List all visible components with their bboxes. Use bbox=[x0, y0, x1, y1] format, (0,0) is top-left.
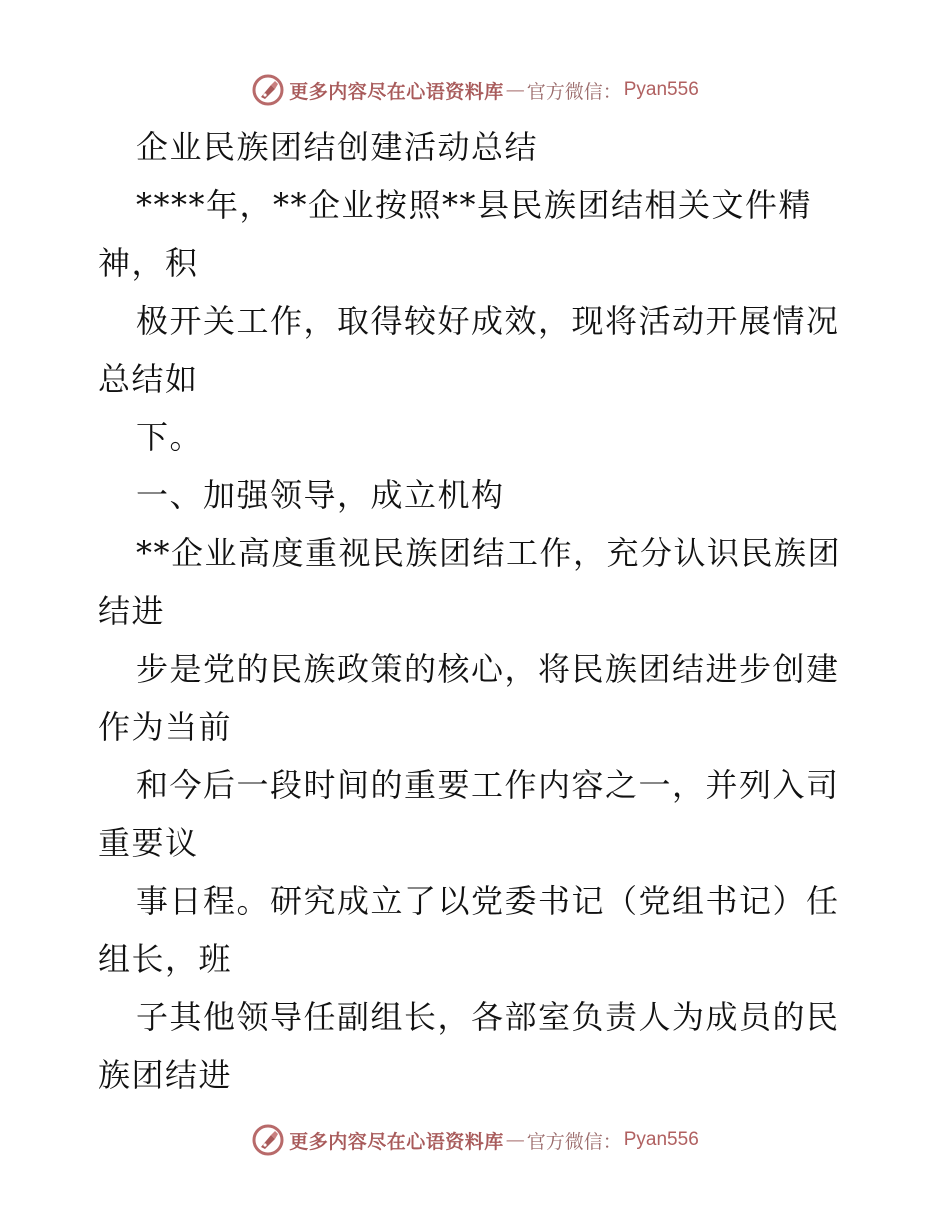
doc-line: 下。 bbox=[136, 418, 204, 456]
doc-line: 极开关工作，取得较好成效，现将活动开展情况 bbox=[136, 302, 840, 340]
doc-line-heading: 一、加强领导，成立机构 bbox=[136, 476, 505, 514]
watermark-brand-text: 更多内容尽在心语资料库 bbox=[289, 80, 504, 103]
footer-watermark bbox=[0, 1120, 950, 1160]
watermark-brand-text: 更多内容尽在心语资料库 bbox=[289, 1130, 504, 1153]
watermark-wechat-id: Pyan556 bbox=[623, 1129, 699, 1150]
doc-line: **企业高度重视民族团结工作，充分认识民族团 bbox=[136, 534, 842, 572]
doc-line: 神，积 bbox=[98, 244, 199, 282]
doc-line: 结进 bbox=[98, 592, 166, 630]
watermark-wechat-label: 官方微信： bbox=[526, 1130, 622, 1153]
doc-line: 步是党的民族政策的核心，将民族团结进步创建 bbox=[136, 650, 840, 688]
document-body bbox=[98, 118, 858, 1104]
watermark-wechat-label: 官方微信： bbox=[526, 80, 622, 103]
doc-line: 总结如 bbox=[98, 360, 199, 398]
doc-line: 和今后一段时间的重要工作内容之一，并列入司 bbox=[136, 766, 840, 804]
doc-line-title: 企业民族团结创建活动总结 bbox=[136, 128, 539, 166]
fountain-pen-logo-icon bbox=[251, 73, 285, 107]
doc-line: 作为当前 bbox=[98, 708, 233, 746]
watermark-dash: — bbox=[505, 79, 525, 101]
doc-line: ****年，**企业按照**县民族团结相关文件精 bbox=[136, 186, 813, 224]
fountain-pen-logo-icon bbox=[251, 1123, 285, 1157]
watermark-wechat-id: Pyan556 bbox=[623, 79, 699, 100]
doc-line: 子其他领导任副组长，各部室负责人为成员的民 bbox=[136, 998, 840, 1036]
watermark-dash: — bbox=[505, 1129, 525, 1151]
doc-line: 族团结进 bbox=[98, 1056, 233, 1094]
doc-line: 事日程。研究成立了以党委书记（党组书记）任 bbox=[136, 882, 840, 920]
doc-line: 重要议 bbox=[98, 824, 199, 862]
doc-line: 组长，班 bbox=[98, 940, 233, 978]
header-watermark bbox=[0, 70, 950, 110]
